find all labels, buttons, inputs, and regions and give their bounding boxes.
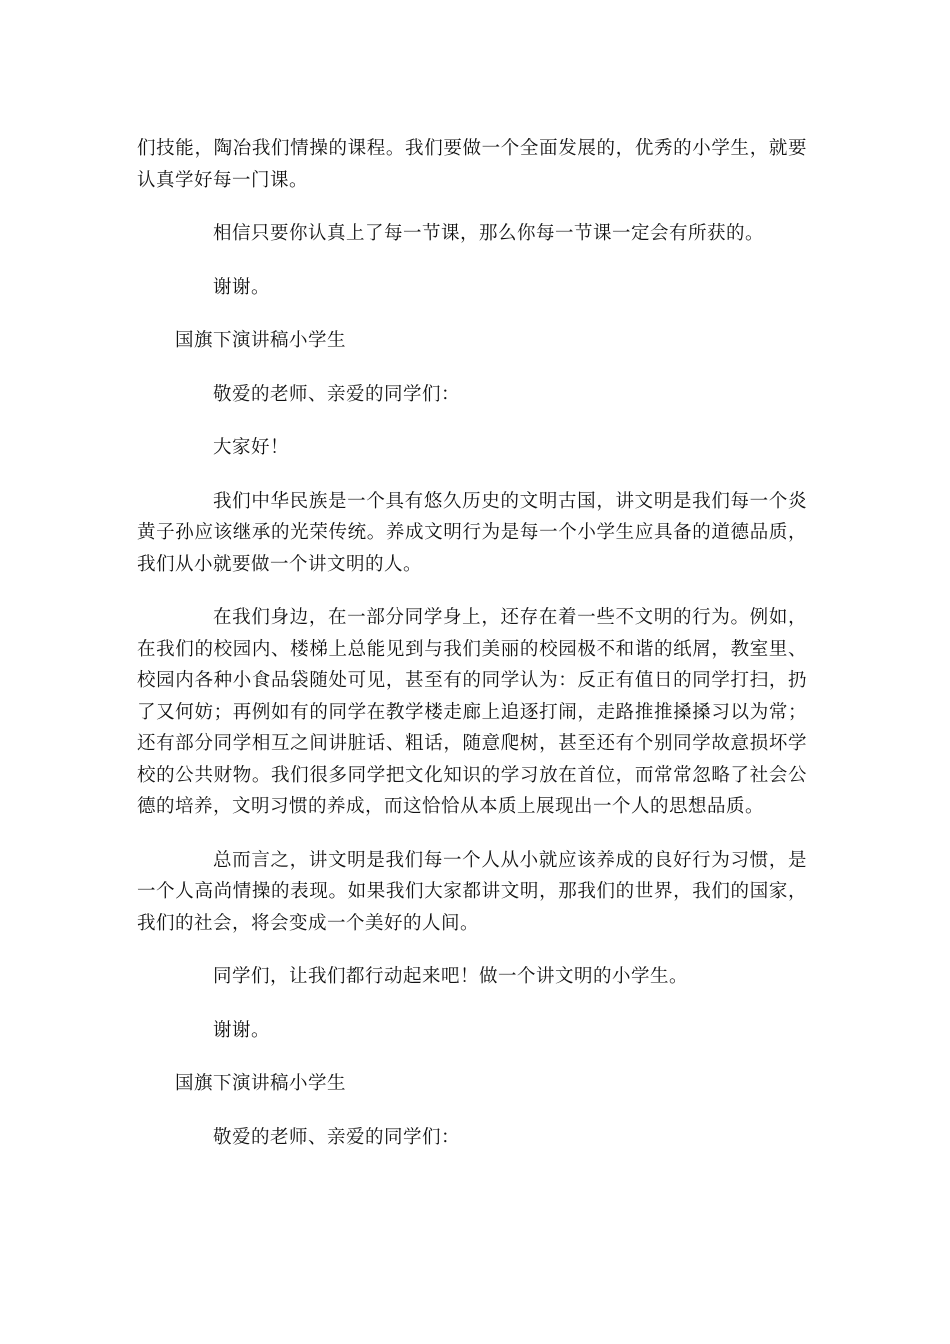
paragraph-conclusion: 总而言之，讲文明是我们每一个人从小就应该养成的良好行为习惯，是一个人高尚情操的表现。如果我们大家都讲文明，那我们的世界，我们的国家，我们的社会，将会变成一个美好的人间。 xyxy=(137,849,807,934)
paragraph-continuation: 们技能，陶冶我们情操的课程。我们要做一个全面发展的，优秀的小学生，就要认真学好每一门课。 xyxy=(137,138,807,191)
paragraph-thanks-2: 谢谢。 xyxy=(213,1019,271,1041)
paragraph-civilization-intro: 我们中华民族是一个具有悠久历史的文明古国，讲文明是我们每一个炎黄子孙应该继承的光荣传统。养成文明行为是每一个小学生应具备的道德品质，我们从小就要做一个讲文明的人。 xyxy=(137,490,807,575)
document-body xyxy=(137,133,807,1153)
paragraph-salutation: 敬爱的老师、亲爱的同学们： xyxy=(213,383,461,405)
paragraph-call-to-action: 同学们，让我们都行动起来吧！做一个讲文明的小学生。 xyxy=(213,966,689,987)
section-heading-2: 国旗下演讲稿小学生 xyxy=(175,1073,347,1094)
paragraph-uncivil-behaviors: 在我们身边，在一部分同学身上，还存在着一些不文明的行为。例如，在我们的校园内、楼梯上总能见到与我们美丽的校园极不和谐的纸屑，教室里、校园内各种小食品袋随处可见，甚至有的同学认为：反正有值日的同学打扫，扔了又何妨；再例如有的同学在教学楼走廊上追逐打闹，走路推推搡搡习以为常；还有部分同学相互之间讲脏话、粗话，随意爬树，甚至还有个别同学故意损坏学校的公共财物。我们很多同学把文化知识的学习放在首位，而常常忽略了社会公德的培养，文明习惯的养成，而这恰恰从本质上展现出一个人的思想品质。 xyxy=(137,607,807,817)
paragraph-thanks: 谢谢。 xyxy=(213,276,271,298)
paragraph-salutation-2: 敬爱的老师、亲爱的同学们： xyxy=(213,1126,461,1148)
paragraph-greeting: 大家好！ xyxy=(213,437,290,458)
section-heading: 国旗下演讲稿小学生 xyxy=(175,330,347,351)
paragraph-belief: 相信只要你认真上了每一节课，那么你每一节课一定会有所获的。 xyxy=(213,223,765,244)
